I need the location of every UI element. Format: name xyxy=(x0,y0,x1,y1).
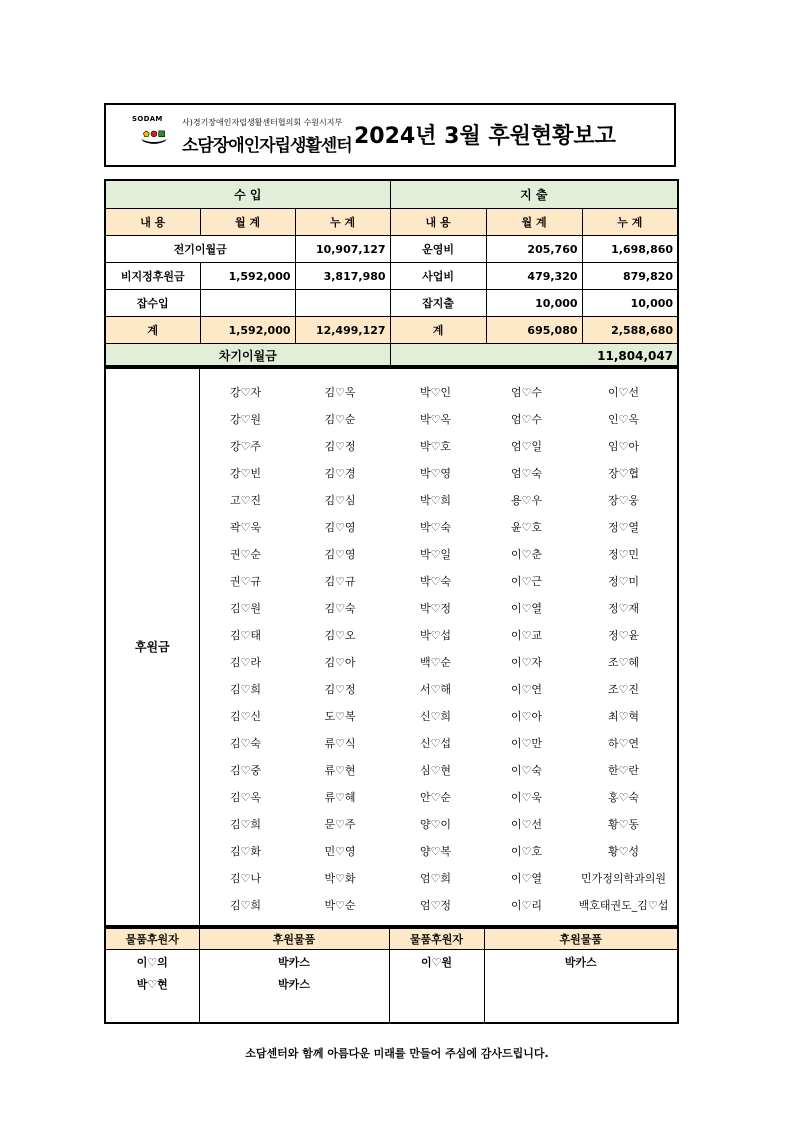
donor-name: 서♡해 xyxy=(419,683,452,696)
donor-name: 김♡옥 xyxy=(324,386,356,399)
goods-col-donor: 물품후원자 xyxy=(389,928,484,950)
carry-value: 11,804,047 xyxy=(390,344,678,369)
donor-name: 정♡열 xyxy=(607,521,640,534)
col-total: 누 계 xyxy=(295,209,390,236)
donor-name: 신♡희 xyxy=(419,710,452,723)
donor-name: 엄♡정 xyxy=(419,899,452,912)
expense-sum-total: 2,588,680 xyxy=(582,317,678,344)
income-header: 수 입 xyxy=(105,180,390,209)
donor-name: 용♡우 xyxy=(510,494,543,507)
donor-name: 김♡라 xyxy=(229,656,262,669)
logo xyxy=(126,111,352,163)
page-title: 2024년 3월 후원현황보고 xyxy=(354,124,616,149)
goods-right-items xyxy=(484,950,678,1024)
donor-name: 조♡진 xyxy=(607,683,640,696)
donor-name: 박♡옥 xyxy=(419,413,452,426)
col-total: 누 계 xyxy=(582,209,678,236)
goods-col-donor: 물품후원자 xyxy=(105,928,199,950)
donor-name: 이♡춘 xyxy=(510,548,543,561)
donor-name: 강♡빈 xyxy=(229,467,262,480)
donor-name: 이♡아 xyxy=(510,710,543,723)
donor-name: 엄♡숙 xyxy=(510,467,543,480)
logo-shapes-icon xyxy=(132,125,176,145)
donor-name: 김♡신 xyxy=(229,710,262,723)
donor-name: 김♡순 xyxy=(324,413,356,426)
goods-left-donors xyxy=(105,950,199,1024)
donor-name: 홍♡숙 xyxy=(607,791,640,804)
donor-name: 이♡연 xyxy=(510,683,543,696)
donor-name: 윤♡호 xyxy=(510,521,543,534)
table-row xyxy=(105,236,678,263)
donor-name: 박♡인 xyxy=(419,386,452,399)
donor-name: 정♡민 xyxy=(607,548,640,561)
donors-table xyxy=(104,365,679,927)
goods-col-item: 후원물품 xyxy=(484,928,678,950)
donor-name: 박♡호 xyxy=(419,440,452,453)
donor-name: 김♡오 xyxy=(324,629,356,642)
donor-name: 민♡영 xyxy=(324,845,356,858)
donor-name: 양♡복 xyxy=(419,845,452,858)
donor-name: 엄♡희 xyxy=(419,872,452,885)
donor-name: 김♡화 xyxy=(229,845,262,858)
donor-name: 김♡희 xyxy=(229,899,262,912)
expense-total: 1,698,860 xyxy=(582,236,678,263)
goods-col-item: 후원물품 xyxy=(199,928,389,950)
donor-name: 정♡미 xyxy=(607,575,640,588)
donor-name: 이♡자 xyxy=(510,656,543,669)
donor-name: 황♡성 xyxy=(607,845,640,858)
donor-name: 정♡윤 xyxy=(607,629,640,642)
income-total xyxy=(295,290,390,317)
donor-name: 곽♡욱 xyxy=(229,521,262,534)
col-item: 내 용 xyxy=(390,209,486,236)
goods-donor: 박♡현 xyxy=(136,978,168,991)
donor-name: 박♡희 xyxy=(419,494,452,507)
donor-name: 김♡희 xyxy=(229,683,262,696)
donor-name: 김♡나 xyxy=(229,872,262,885)
expense-sum-month: 695,080 xyxy=(486,317,582,344)
goods-item: 박카스 xyxy=(278,978,310,991)
donor-name: 김♡아 xyxy=(324,656,356,669)
donors-grid-cell xyxy=(199,366,678,926)
donor-name: 조♡혜 xyxy=(607,656,640,669)
donor-name: 김♡옥 xyxy=(229,791,262,804)
donor-name: 이♡근 xyxy=(510,575,543,588)
income-item: 비지정후원금 xyxy=(105,263,200,290)
donor-name: 김♡원 xyxy=(229,602,262,615)
expense-item: 잡지출 xyxy=(390,290,486,317)
donor-name: 김♡숙 xyxy=(324,602,356,615)
income-sum-total: 12,499,127 xyxy=(295,317,390,344)
donor-name: 이♡선 xyxy=(510,818,543,831)
report-header xyxy=(104,103,676,167)
donor-name: 심♡현 xyxy=(419,764,452,777)
logo-brand: SODAM xyxy=(132,115,163,123)
donor-name: 백♡순 xyxy=(419,656,452,669)
donor-name: 이♡교 xyxy=(510,629,543,642)
logo-org: 사)경기장애인자립생활센터협의회 수원시지부 xyxy=(182,118,343,127)
expense-header: 지 출 xyxy=(390,180,678,209)
donor-name: 백호태권도_김♡섭 xyxy=(578,899,669,912)
donor-name: 이♡욱 xyxy=(510,791,543,804)
goods-item: 박카스 xyxy=(278,956,310,969)
donor-name: 김♡규 xyxy=(324,575,356,588)
donor-name: 이♡리 xyxy=(510,899,543,912)
col-month: 월 계 xyxy=(200,209,295,236)
donor-name: 강♡주 xyxy=(229,440,262,453)
donor-name: 신♡섭 xyxy=(419,737,452,750)
expense-sum-label: 계 xyxy=(390,317,486,344)
donor-name: 엄♡수 xyxy=(510,386,543,399)
expense-month: 205,760 xyxy=(486,236,582,263)
income-item: 잡수입 xyxy=(105,290,200,317)
goods-donor: 이♡원 xyxy=(420,956,453,969)
donor-name: 임♡아 xyxy=(607,440,640,453)
donors-label: 후원금 xyxy=(105,366,199,926)
donor-name: 도♡복 xyxy=(324,710,356,723)
donor-name: 박♡숙 xyxy=(419,575,452,588)
donor-name: 엄♡수 xyxy=(510,413,543,426)
donor-name: 강♡원 xyxy=(229,413,262,426)
goods-table xyxy=(104,927,679,1024)
donor-name: 류♡혜 xyxy=(324,791,356,804)
expense-total: 879,820 xyxy=(582,263,678,290)
donor-name: 박♡숙 xyxy=(419,521,452,534)
donor-name: 류♡식 xyxy=(324,737,356,750)
donor-name: 김♡정 xyxy=(324,440,356,453)
expense-item: 사업비 xyxy=(390,263,486,290)
logo-name: 소담장애인자립생활센터 xyxy=(182,136,352,156)
expense-month: 10,000 xyxy=(486,290,582,317)
donor-name: 박♡화 xyxy=(324,872,356,885)
donor-name: 김♡중 xyxy=(229,764,262,777)
carry-label: 차기이월금 xyxy=(105,344,390,369)
donor-name: 한♡란 xyxy=(607,764,640,777)
expense-total: 10,000 xyxy=(582,290,678,317)
donor-name: 민가정의학과의원 xyxy=(580,872,666,885)
donor-name: 장♡웅 xyxy=(607,494,640,507)
donor-name: 김♡정 xyxy=(324,683,356,696)
footer-message: 소담센터와 함께 아름다운 미래를 만들어 주심에 감사드립니다. xyxy=(245,1047,549,1060)
donor-name: 인♡옥 xyxy=(607,413,640,426)
income-month: 1,592,000 xyxy=(200,263,295,290)
donor-name: 장♡협 xyxy=(607,467,640,480)
donor-name: 강♡자 xyxy=(229,386,262,399)
donor-name: 이♡열 xyxy=(510,602,543,615)
donor-name: 하♡연 xyxy=(607,737,640,750)
donor-name: 김♡심 xyxy=(324,494,356,507)
donor-name: 이♡열 xyxy=(510,872,543,885)
expense-item: 운영비 xyxy=(390,236,486,263)
donor-name: 박♡영 xyxy=(419,467,452,480)
donor-name: 김♡영 xyxy=(324,521,356,534)
goods-donor: 이♡의 xyxy=(136,956,168,969)
donor-name: 이♡만 xyxy=(510,737,543,750)
donor-name: 박♡순 xyxy=(324,899,356,912)
donor-name: 엄♡일 xyxy=(510,440,543,453)
col-month: 월 계 xyxy=(486,209,582,236)
donor-name: 박♡정 xyxy=(419,602,452,615)
income-total: 3,817,980 xyxy=(295,263,390,290)
donors-grid xyxy=(200,367,678,925)
goods-item: 박카스 xyxy=(564,956,597,969)
donor-name: 이♡숙 xyxy=(510,764,543,777)
sum-row xyxy=(105,317,678,344)
income-item: 전기이월금 xyxy=(105,236,295,263)
donor-name: 류♡현 xyxy=(324,764,356,777)
table-row xyxy=(105,290,678,317)
goods-left-items xyxy=(199,950,389,1024)
expense-month: 479,320 xyxy=(486,263,582,290)
donor-name: 박♡일 xyxy=(419,548,452,561)
donor-name: 최♡혁 xyxy=(607,710,640,723)
donor-name: 정♡재 xyxy=(607,602,640,615)
donor-name: 양♡이 xyxy=(419,818,452,831)
table-row xyxy=(105,263,678,290)
donor-name: 권♡순 xyxy=(229,548,262,561)
donor-name: 고♡진 xyxy=(229,494,262,507)
donor-name: 김♡경 xyxy=(324,467,356,480)
donor-name: 안♡순 xyxy=(419,791,452,804)
donor-name: 김♡영 xyxy=(324,548,356,561)
donor-name: 권♡규 xyxy=(229,575,262,588)
income-total: 10,907,127 xyxy=(295,236,390,263)
donor-name: 김♡희 xyxy=(229,818,262,831)
donor-name: 김♡숙 xyxy=(229,737,262,750)
donor-name: 박♡섭 xyxy=(419,629,452,642)
donor-name: 김♡태 xyxy=(229,629,262,642)
goods-right-donors xyxy=(389,950,484,1024)
income-month xyxy=(200,290,295,317)
income-sum-label: 계 xyxy=(105,317,200,344)
donor-name: 문♡주 xyxy=(324,818,356,831)
donor-name: 황♡동 xyxy=(607,818,640,831)
donor-name: 이♡선 xyxy=(607,386,640,399)
summary-table xyxy=(104,179,679,369)
donor-name: 이♡호 xyxy=(510,845,543,858)
col-item: 내 용 xyxy=(105,209,200,236)
income-sum-month: 1,592,000 xyxy=(200,317,295,344)
